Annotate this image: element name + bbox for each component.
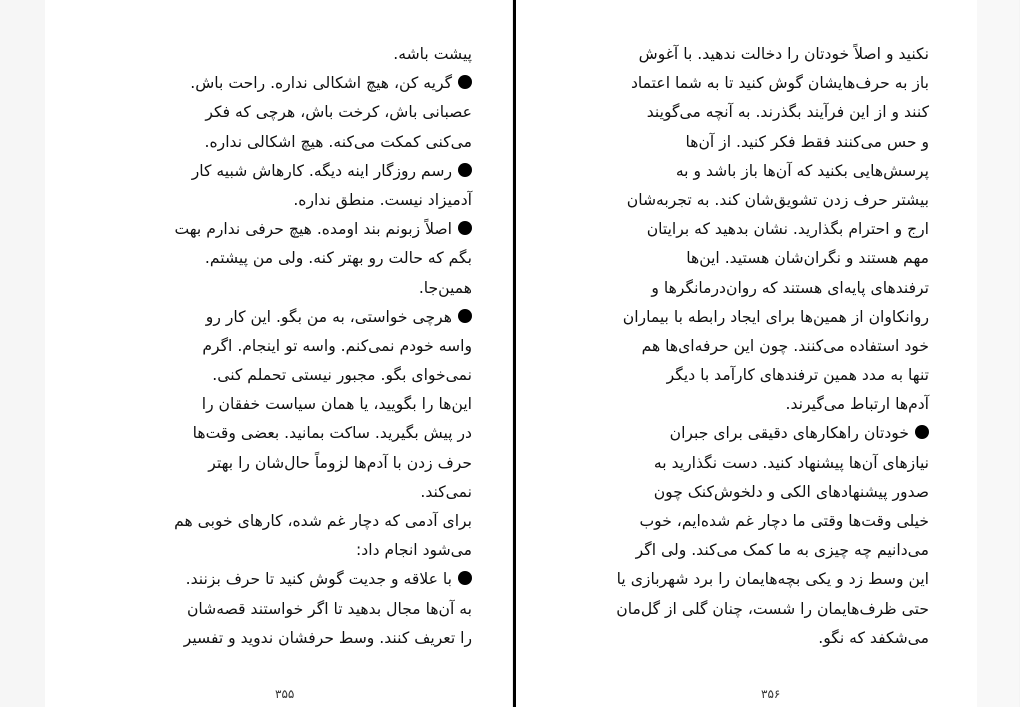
text-line bbox=[131, 215, 472, 244]
line-text: و حس می‌کنند فقط فکر کنید. از آن‌ها bbox=[685, 132, 929, 151]
line-text: صدور پیشنهادهای الکی و دلخوش‌کنک چون bbox=[653, 482, 929, 501]
text-line bbox=[564, 419, 929, 448]
line-text: مهم هستند و نگران‌شان هستید. این‌ها bbox=[686, 249, 929, 268]
text-line bbox=[564, 449, 929, 478]
bullet-icon bbox=[458, 75, 472, 89]
text-line bbox=[564, 303, 929, 332]
text-line bbox=[564, 565, 929, 594]
page-edge-left bbox=[0, 0, 45, 707]
left-page-text bbox=[131, 40, 472, 653]
line-text: اصلاً زبونم بند اومده. هیچ حرفی ندارم بهت bbox=[174, 220, 452, 239]
text-line bbox=[564, 40, 929, 69]
text-line bbox=[131, 390, 472, 419]
line-text: کنند و از این فرآیند بگذرند. به آنچه می‌گویند bbox=[646, 103, 929, 122]
line-text: در پیش بگیرید. ساکت بمانید. بعضی وقت‌ها bbox=[192, 424, 472, 443]
text-line bbox=[564, 274, 929, 303]
bullet-icon bbox=[458, 163, 472, 177]
line-text: نیازهای آن‌ها پیشنهاد کنید. دست نگذارید به bbox=[653, 453, 929, 472]
right-page-number: ۳۵۶ bbox=[761, 687, 781, 701]
text-line bbox=[564, 215, 929, 244]
line-text: آدم‌ها ارتباط می‌گیرند. bbox=[785, 395, 929, 414]
text-line bbox=[564, 332, 929, 361]
text-line bbox=[131, 595, 472, 624]
line-text: ترفندهای پایه‌ای هستند که روان‌درمانگرها و bbox=[651, 278, 929, 297]
line-text: گریه کن، هیچ اشکالی نداره. راحت باش. bbox=[190, 74, 452, 93]
line-text: پیشت باشه. bbox=[393, 45, 472, 63]
text-line bbox=[131, 507, 472, 536]
text-line bbox=[131, 274, 472, 303]
line-text: واسه خودم نمی‌کنم. واسه تو اینجام. اگرم bbox=[202, 336, 472, 355]
text-line bbox=[564, 157, 929, 186]
text-line bbox=[131, 478, 472, 507]
line-text: ارج و احترام بگذارید. نشان بدهید که برایتان bbox=[646, 220, 929, 239]
text-line bbox=[131, 419, 472, 448]
line-text: به آن‌ها مجال بدهید تا اگر خواستند قصه‌شان bbox=[186, 599, 472, 618]
line-text: عصبانی باش، کرخت باش، هرچی که فکر bbox=[205, 103, 472, 122]
text-line bbox=[131, 69, 472, 98]
text-line bbox=[131, 303, 472, 332]
bullet-icon bbox=[915, 425, 929, 439]
bullet-icon bbox=[458, 309, 472, 323]
line-text: بیشتر حرف زدن تشویق‌شان کند. به تجربه‌شان bbox=[626, 190, 929, 209]
line-text: نمی‌کند. bbox=[420, 482, 472, 501]
line-text: را تعریف کنند. وسط حرفشان ندوید و تفسیر bbox=[183, 628, 472, 647]
right-page-text bbox=[564, 40, 929, 653]
text-line bbox=[131, 244, 472, 273]
line-text: باز به حرف‌هایشان گوش کنید تا به شما اعتماد bbox=[630, 74, 929, 93]
text-line bbox=[131, 128, 472, 157]
text-line bbox=[131, 157, 472, 186]
text-line bbox=[564, 244, 929, 273]
text-line bbox=[564, 128, 929, 157]
text-line bbox=[131, 332, 472, 361]
text-line bbox=[564, 624, 929, 653]
line-text: می‌شود انجام داد: bbox=[356, 541, 472, 560]
line-text: تنها به مدد همین ترفندهای کارآمد با دیگر bbox=[666, 366, 929, 385]
text-line bbox=[131, 449, 472, 478]
text-line bbox=[564, 361, 929, 390]
text-line bbox=[131, 536, 472, 565]
line-text: می‌دانیم چه چیزی به ما کمک می‌کند. ولی اگر bbox=[635, 541, 929, 560]
text-line bbox=[131, 624, 472, 653]
line-text: رسم روزگار اینه دیگه. کارهاش شبیه کار bbox=[191, 161, 452, 180]
line-text: همین‌جا. bbox=[418, 278, 472, 297]
line-text: پرسش‌هایی بکنید که آن‌ها باز باشد و به bbox=[675, 161, 929, 180]
text-line bbox=[564, 186, 929, 215]
line-text: خودتان راهکارهای دقیقی برای جبران bbox=[669, 424, 909, 443]
line-text: این‌ها را بگویید، یا همان سیاست خفقان را bbox=[201, 395, 472, 414]
text-line bbox=[131, 98, 472, 127]
text-line bbox=[564, 595, 929, 624]
line-text: روانکاوان از همین‌ها برای ایجاد رابطه با بیماران bbox=[622, 307, 929, 326]
left-page bbox=[45, 0, 513, 707]
line-text: می‌شکفد که نگو. bbox=[818, 628, 929, 647]
line-text: بگم که حالت رو بهتر کنه. ولی من پیشتم. bbox=[204, 249, 472, 268]
line-text: حتی ظرف‌هایمان را شست، چنان گلی از گل‌مان bbox=[616, 599, 929, 618]
line-text: خود استفاده می‌کنند. چون این حرفه‌ای‌ها هم bbox=[641, 336, 929, 355]
line-text: حرف زدن با آدم‌ها لزوماً حال‌شان را بهتر bbox=[208, 453, 472, 472]
right-page bbox=[516, 0, 977, 707]
text-line bbox=[564, 478, 929, 507]
text-line bbox=[564, 69, 929, 98]
page-edge-right bbox=[977, 0, 1019, 707]
line-text: می‌کنی کمکت می‌کنه. هیچ اشکالی نداره. bbox=[204, 132, 472, 151]
text-line bbox=[131, 186, 472, 215]
line-text: نکنید و اصلاً خودتان را دخالت ندهید. با آغوش bbox=[638, 45, 929, 63]
line-text: خیلی وقت‌ها وقتی ما دچار غم شده‌ایم، خوب bbox=[639, 512, 929, 530]
text-line bbox=[564, 390, 929, 419]
line-text: برای آدمی که دچار غم شده، کارهای خوبی هم bbox=[174, 512, 472, 530]
line-text: هرچی خواستی، به من بگو. این کار رو bbox=[205, 307, 452, 326]
text-line bbox=[131, 40, 472, 69]
text-line bbox=[131, 361, 472, 390]
left-page-number: ۳۵۵ bbox=[275, 687, 295, 701]
bullet-icon bbox=[458, 571, 472, 585]
text-line bbox=[131, 565, 472, 594]
line-text: آدمیزاد نیست. منطق نداره. bbox=[293, 190, 472, 209]
line-text: با علاقه و جدیت گوش کنید تا حرف بزنند. bbox=[185, 570, 452, 589]
bullet-icon bbox=[458, 221, 472, 235]
text-line bbox=[564, 507, 929, 536]
text-line bbox=[564, 98, 929, 127]
line-text: این وسط زد و یکی بچه‌هایمان را برد شهربازی یا bbox=[616, 570, 929, 589]
line-text: نمی‌خوای بگو. مجبور نیستی تحملم کنی. bbox=[212, 366, 472, 385]
text-line bbox=[564, 536, 929, 565]
